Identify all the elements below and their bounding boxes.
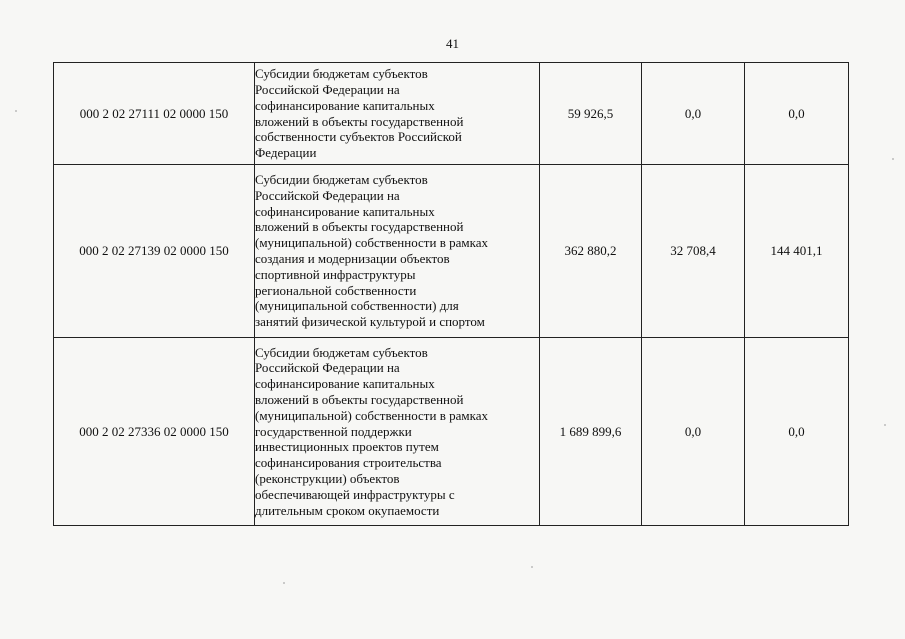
scan-speck <box>884 424 886 426</box>
description-line: софинансирование капитальных <box>255 97 435 113</box>
description-line: вложений в объекты государственной <box>255 219 464 235</box>
description-line: софинансирования строительства <box>255 455 442 471</box>
scan-speck <box>283 582 285 584</box>
page-number: 41 <box>446 36 459 51</box>
value-cell-3: 0,0 <box>745 63 849 165</box>
value-cell-2: 0,0 <box>642 338 745 526</box>
description-line: создания и модернизации объектов <box>255 251 450 266</box>
value-cell-2: 32 708,4 <box>642 165 745 338</box>
description-line: софинансирование капитальных <box>255 376 435 392</box>
value-cell-3: 0,0 <box>745 338 849 526</box>
description-line: (муниципальной собственности) для <box>255 298 459 314</box>
description-line: региональной собственности <box>255 282 417 298</box>
scan-speck <box>531 566 533 568</box>
scan-speck <box>892 158 894 160</box>
description-cell <box>255 338 540 526</box>
scan-speck <box>15 110 17 112</box>
value-cell-2: 0,0 <box>642 63 745 165</box>
description-line: занятий физической культурой и спортом <box>255 314 485 330</box>
budget-code-cell: 000 2 02 27139 02 0000 150 <box>54 165 255 338</box>
description-line: спортивной инфраструктуры <box>255 266 416 282</box>
description-line: Субсидии бюджетам субъектов <box>255 344 428 360</box>
value-cell-1: 362 880,2 <box>540 165 642 338</box>
value-cell-1: 1 689 899,6 <box>540 338 642 526</box>
table-row <box>54 338 849 526</box>
description-line: (муниципальной) собственности в рамках <box>255 407 488 423</box>
value-cell-3: 144 401,1 <box>745 165 849 338</box>
description-line: Федерации <box>255 145 317 161</box>
description-line: (муниципальной) собственности в рамках <box>255 235 488 251</box>
description-line: (реконструкции) объектов <box>255 470 400 486</box>
value-cell-1: 59 926,5 <box>540 63 642 165</box>
description-line: Российской Федерации на <box>255 81 400 97</box>
description-cell <box>255 63 540 165</box>
description-line: софинансирование капитальных <box>255 203 435 219</box>
description-line: обеспечивающей инфраструктуры с <box>255 486 455 502</box>
description-line: Субсидии бюджетам субъектов <box>255 66 428 82</box>
description-cell <box>255 165 540 338</box>
description-line: вложений в объекты государственной <box>255 392 464 407</box>
description-line: длительным сроком окупаемости <box>255 502 440 518</box>
description-line: Субсидии бюджетам субъектов <box>255 172 428 188</box>
budget-code-cell: 000 2 02 27336 02 0000 150 <box>54 338 255 526</box>
table-row <box>54 63 849 165</box>
description-line: Российской Федерации на <box>255 360 400 376</box>
description-line: собственности субъектов Российской <box>255 129 462 145</box>
budget-table <box>53 62 849 526</box>
budget-code-cell: 000 2 02 27111 02 0000 150 <box>54 63 255 165</box>
description-line: государственной поддержки <box>255 423 412 439</box>
description-line: инвестиционных проектов путем <box>255 439 439 455</box>
description-line: вложений в объекты государственной <box>255 113 464 129</box>
description-line: Российской Федерации на <box>255 187 400 203</box>
table-row <box>54 165 849 338</box>
